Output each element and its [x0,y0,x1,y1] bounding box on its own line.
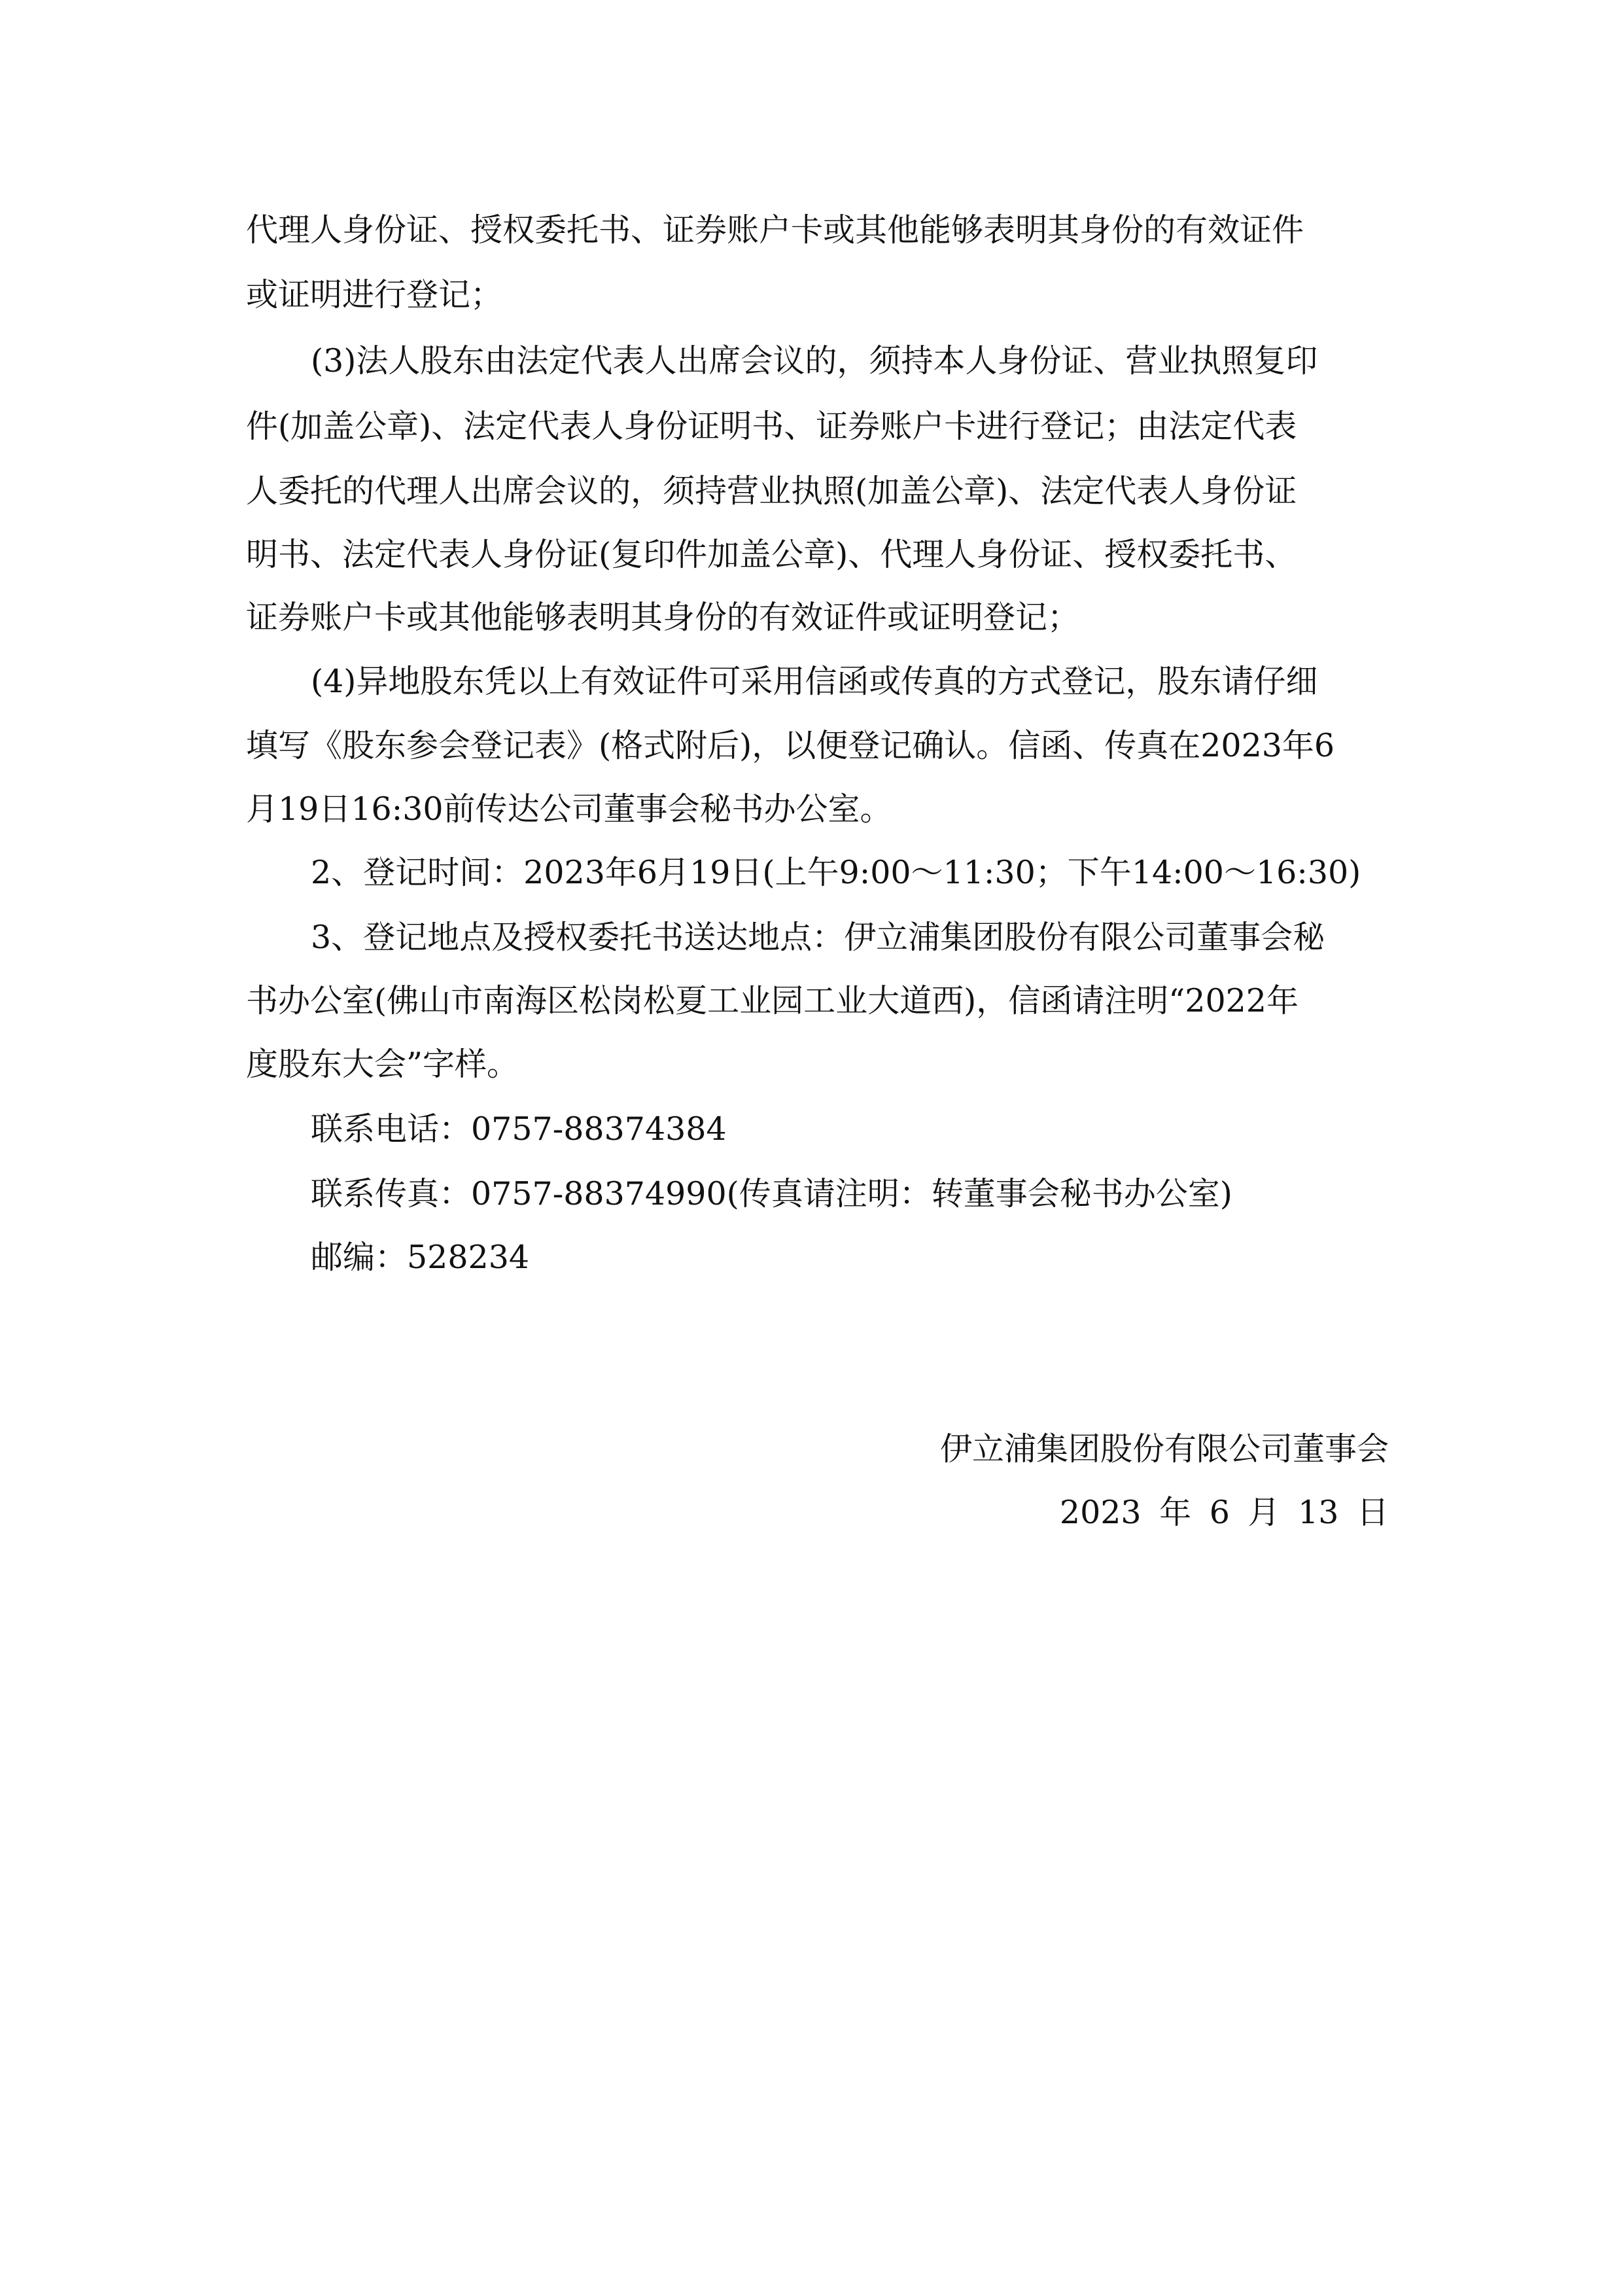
paragraph-line: 度股东大会”字样。 [246,1046,519,1083]
paragraph-line: (3)法人股东由法定代表人出席会议的，须持本人身份证、营业执照复印 [311,342,1318,380]
paragraph-line: 明书、法定代表人身份证(复印件加盖公章)、代理人身份证、授权委托书、 [246,536,1297,573]
signature-organization: 伊立浦集团股份有限公司董事会 [939,1430,1389,1468]
contact-fax: 联系传真：0757-88374990(传真请注明：转董事会秘书办公室) [311,1175,1232,1212]
paragraph-line: 代理人身份证、授权委托书、证券账户卡或其他能够表明其身份的有效证件 [246,211,1304,249]
paragraph-line: (4)异地股东凭以上有效证件可采用信函或传真的方式登记，股东请仔细 [311,663,1318,700]
paragraph-line: 月19日16:30前传达公司董事会秘书办公室。 [246,790,892,828]
registration-time: 2、登记时间：2023年6月19日(上午9:00～11:30；下午14:00～16:30) [311,854,1361,891]
paragraph-line: 书办公室(佛山市南海区松岗松夏工业园工业大道西)，信函请注明“2022年 [246,982,1299,1019]
paragraph-line: 3、登记地点及授权委托书送达地点：伊立浦集团股份有限公司董事会秘 [311,919,1325,956]
paragraph-line: 证券账户卡或其他能够表明其身份的有效证件或证明登记； [246,599,1080,636]
paragraph-line: 填写《股东参会登记表》(格式附后)，以便登记确认。信函、传真在2023年6 [246,727,1335,764]
paragraph-line: 件(加盖公章)、法定代表人身份证明书、证券账户卡进行登记；由法定代表 [246,408,1297,445]
signature-date: 2023 年 6 月 13 日 [1059,1494,1389,1531]
postal-code: 邮编：528234 [311,1239,530,1276]
contact-phone: 联系电话：0757-88374384 [311,1110,727,1148]
paragraph-line: 或证明进行登记； [246,276,503,313]
paragraph-line: 人委托的代理人出席会议的，须持营业执照(加盖公章)、法定代表人身份证 [246,472,1297,510]
